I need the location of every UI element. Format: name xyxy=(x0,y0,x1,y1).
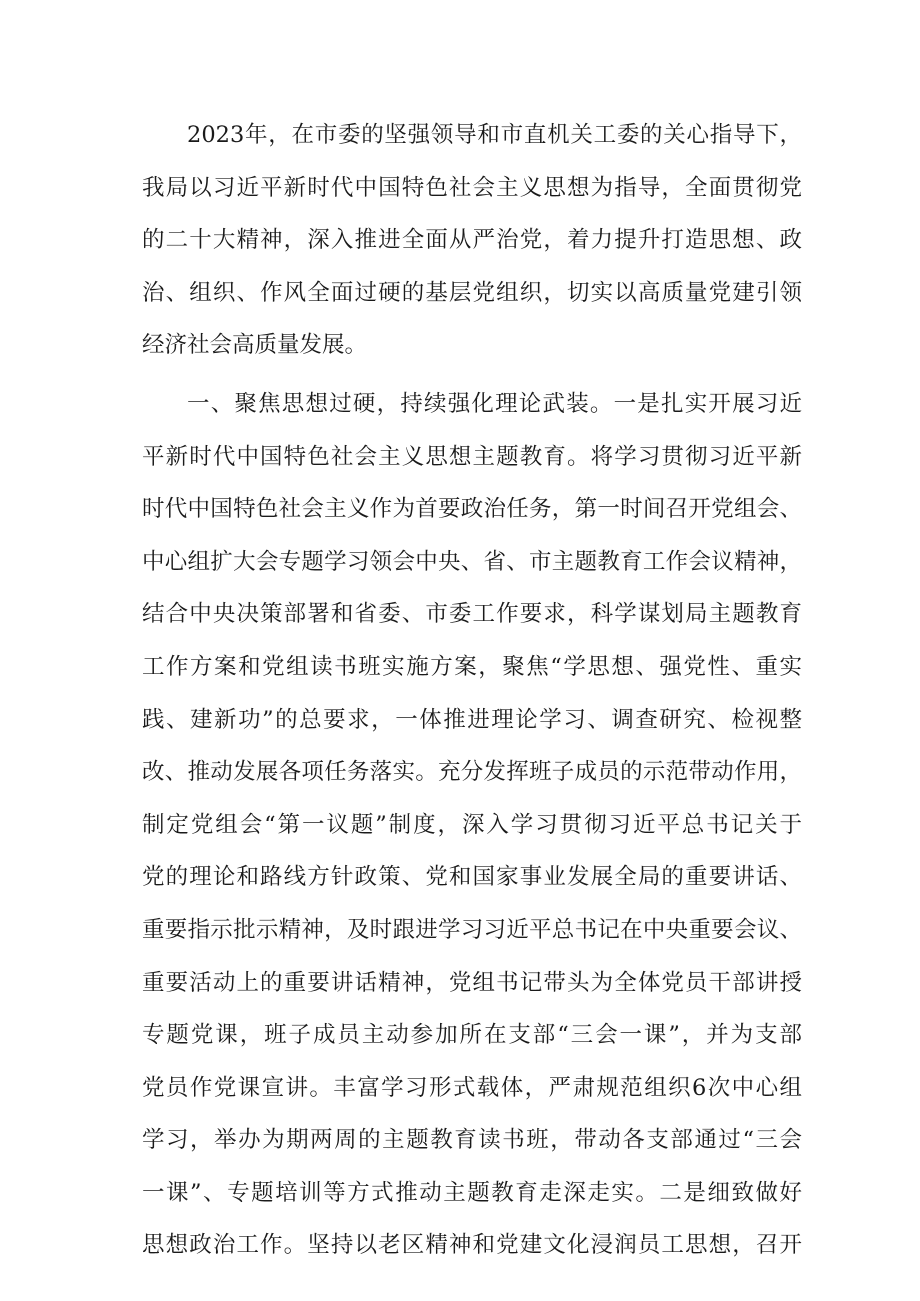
text-line: 一课”、专题培训等方式推动主题教育走深走实。二是细致做好 xyxy=(142,1179,802,1206)
text-line: 治、组织、作风全面过硬的基层党组织，切实以高质量党建引领 xyxy=(142,279,802,306)
text-line: 党员作党课宣讲。丰富学习形式载体，严肃规范组织6次中心组 xyxy=(142,1074,802,1101)
text-line: 思想政治工作。坚持以老区精神和党建文化浸润员工思想，召开 xyxy=(142,1232,802,1259)
text-line: 重要活动上的重要讲话精神，党组书记带头为全体党员干部讲授 xyxy=(142,969,802,996)
text-line: 的二十大精神，深入推进全面从严治党，着力提升打造思想、政 xyxy=(142,227,802,254)
text-line: 制定党组会“第一议题”制度，深入学习贯彻习近平总书记关于 xyxy=(142,811,802,838)
text-line: 我局以习近平新时代中国特色社会主义思想为指导，全面贯彻党 xyxy=(142,174,802,201)
text-line: 学习，举办为期两周的主题教育读书班，带动各支部通过“三会 xyxy=(142,1127,802,1154)
text-line: 经济社会高质量发展。 xyxy=(142,332,368,359)
text-line: 一、聚焦思想过硬，持续强化理论武装。一是扎实开展习近 xyxy=(187,390,802,417)
text-line: 结合中央决策部署和省委、市委工作要求，科学谋划局主题教育 xyxy=(142,601,802,628)
text-line: 践、建新功”的总要求，一体推进理论学习、调查研究、检视整 xyxy=(142,706,802,733)
text-line: 改、推动发展各项任务落实。充分发挥班子成员的示范带动作用， xyxy=(142,759,802,786)
text-line: 中心组扩大会专题学习领会中央、省、市主题教育工作会议精神， xyxy=(142,548,802,575)
document-body xyxy=(142,109,802,1272)
text-line: 平新时代中国特色社会主义思想主题教育。将学习贯彻习近平新 xyxy=(142,443,802,470)
text-line: 重要指示批示精神，及时跟进学习习近平总书记在中央重要会议、 xyxy=(142,916,802,943)
text-line: 党的理论和路线方针政策、党和国家事业发展全局的重要讲话、 xyxy=(142,864,802,891)
text-line: 工作方案和党组读书班实施方案，聚焦“学思想、强党性、重实 xyxy=(142,653,802,680)
text-line: 专题党课，班子成员主动参加所在支部“三会一课”，并为支部 xyxy=(142,1022,802,1049)
text-line: 2023年，在市委的坚强领导和市直机关工委的关心指导下， xyxy=(187,122,802,148)
text-line: 时代中国特色社会主义作为首要政治任务，第一时间召开党组会、 xyxy=(142,496,802,523)
